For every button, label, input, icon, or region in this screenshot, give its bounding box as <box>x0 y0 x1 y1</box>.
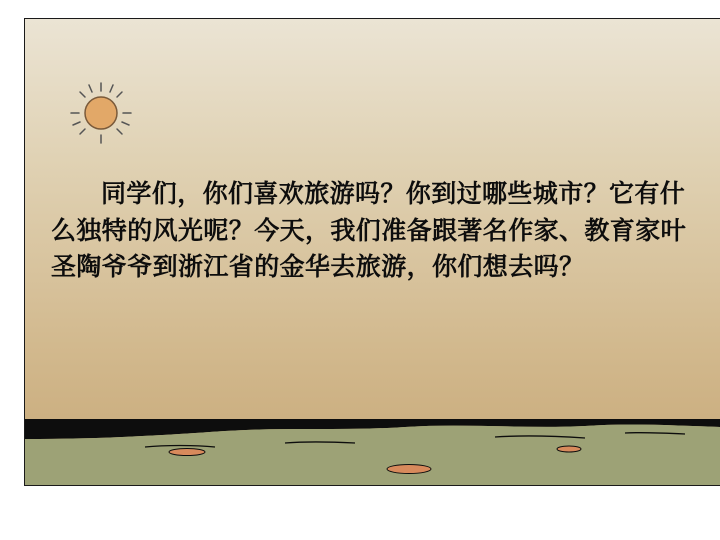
intro-paragraph: 同学们，你们喜欢旅游吗？你到过哪些城市？它有什么独特的风光呢？今天，我们准备跟著名作家、教育家叶圣陶爷爷到浙江省的金华去旅游，你们想去吗？ <box>51 179 687 281</box>
slide-canvas <box>24 18 720 486</box>
intro-text <box>51 176 691 286</box>
sun-icon <box>69 81 133 145</box>
ground-illustration <box>25 417 720 486</box>
